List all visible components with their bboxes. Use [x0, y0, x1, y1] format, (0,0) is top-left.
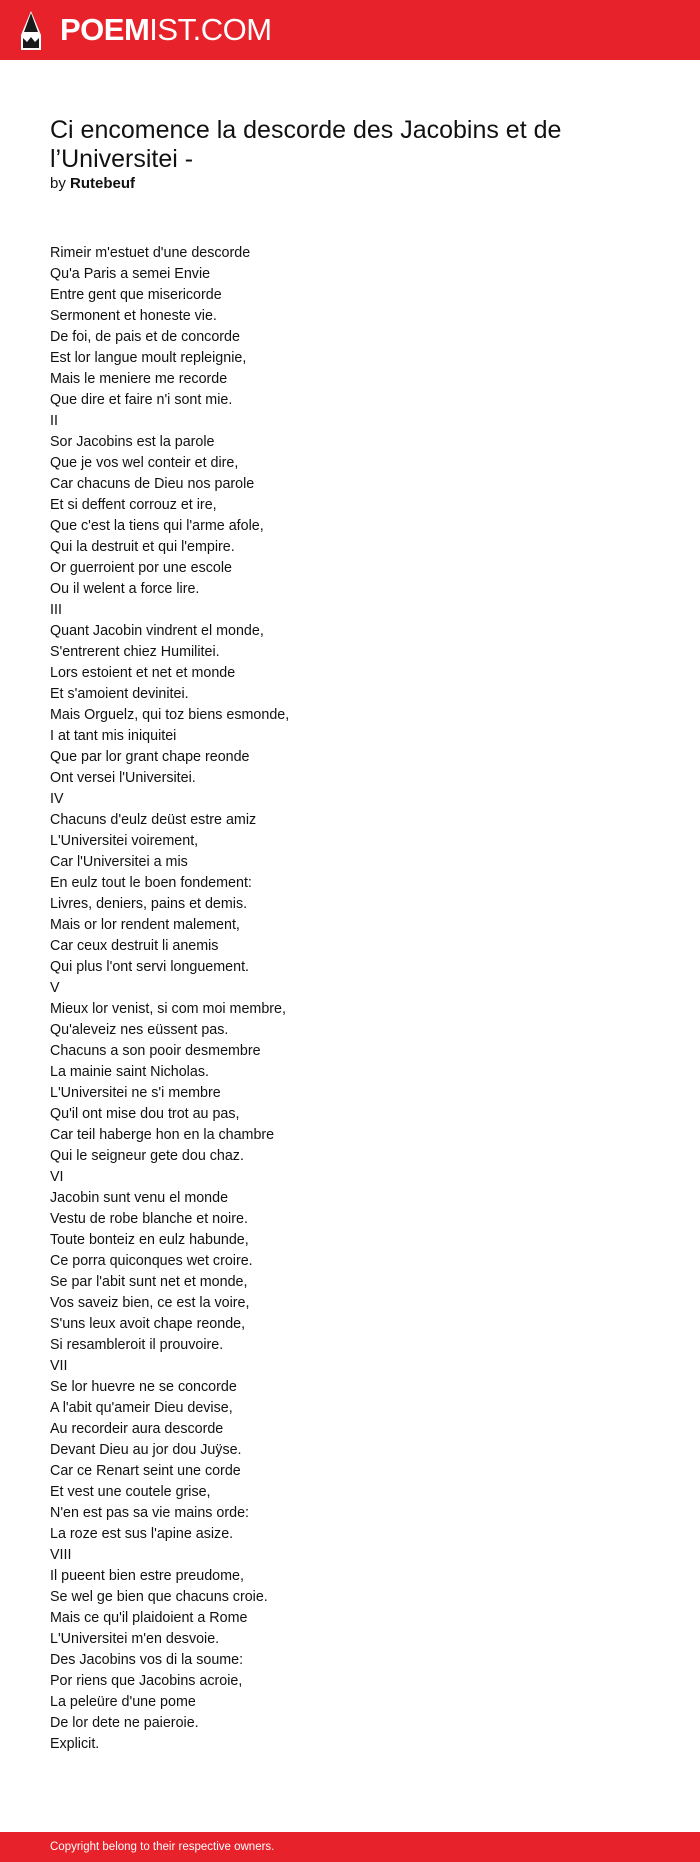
by-label: by: [50, 175, 66, 192]
poem-line: En eulz tout le boen fondement:: [50, 875, 252, 891]
poem-line: Devant Dieu au jor dou Juÿse.: [50, 1442, 242, 1458]
poem-line: III: [50, 602, 62, 618]
site-footer: [0, 1832, 700, 1862]
poem-line: Jacobin sunt venu el monde: [50, 1190, 229, 1206]
copyright-text: Copyright belong to their respective owners.: [50, 1841, 275, 1853]
poem-line: Mais ce qu'il plaidoient a Rome: [50, 1610, 248, 1626]
poem-line: Livres, deniers, pains et demis.: [50, 896, 248, 912]
poem-line: VIII: [50, 1547, 72, 1563]
poem-line: Se wel ge bien que chacuns croie.: [50, 1589, 268, 1605]
poem-line: Il pueent bien estre preudome,: [50, 1568, 244, 1584]
poem-line: La peleüre d'une pome: [50, 1694, 196, 1710]
logo-bold-text: POEM: [60, 12, 150, 47]
poem-line: De lor dete ne paieroie.: [50, 1715, 199, 1731]
poem-line: Qui la destruit et qui l'empire.: [50, 539, 235, 555]
poem-line: Mais le meniere me recorde: [50, 371, 228, 387]
poem-line: V: [50, 980, 60, 996]
poem-line: Ou il welent a force lire.: [50, 581, 200, 597]
poem-line: Qui le seigneur gete dou chaz.: [50, 1148, 244, 1164]
poem-line: La roze est sus l'apine asize.: [50, 1526, 234, 1542]
poem-line: Qu'a Paris a semei Envie: [50, 266, 211, 282]
poem-line: Se lor huevre ne se concorde: [50, 1379, 237, 1395]
poem-line: A l'abit qu'ameir Dieu devise,: [50, 1400, 233, 1416]
poem-line: Que je vos wel conteir et dire,: [50, 455, 239, 471]
poem-line: VI: [50, 1169, 64, 1185]
poem-title: Ci encomence la descorde des Jacobins et de l’Universitei -: [50, 116, 562, 173]
poem-line: L'Universitei ne s'i membre: [50, 1085, 221, 1101]
author-name: Rutebeuf: [70, 175, 136, 192]
poem-line: Chacuns a son pooir desmembre: [50, 1043, 261, 1059]
poem-line: Or guerroient por une escole: [50, 560, 232, 576]
poem-line: Vos saveiz bien, ce est la voire,: [50, 1295, 250, 1311]
poem-line: Se par l'abit sunt net et monde,: [50, 1274, 248, 1290]
poem-line: Ce porra quiconques wet croire.: [50, 1253, 253, 1269]
poem-line: Et si deffent corrouz et ire,: [50, 497, 217, 513]
poem-line: Explicit.: [50, 1736, 100, 1752]
poem-line: Mais Orguelz, qui toz biens esmonde,: [50, 707, 290, 723]
pen-nib-icon[interactable]: [18, 10, 44, 52]
poem-line: L'Universitei m'en desvoie.: [50, 1631, 220, 1647]
logo-thin-text: IST.COM: [149, 12, 272, 47]
byline: [50, 173, 135, 195]
poem-line: Sermonent et honeste vie.: [50, 308, 217, 324]
poem-line: Car chacuns de Dieu nos parole: [50, 476, 255, 492]
poem-line: Que dire et faire n'i sont mie.: [50, 392, 233, 408]
poem-line: I at tant mis iniquitei: [50, 728, 177, 744]
poem-line: Por riens que Jacobins acroie,: [50, 1673, 243, 1689]
poem-line: Entre gent que misericorde: [50, 287, 222, 303]
poem-line: Des Jacobins vos di la soume:: [50, 1652, 244, 1668]
poem-line: Est lor langue moult repleignie,: [50, 350, 247, 366]
poem-line: S'entrerent chiez Humilitei.: [50, 644, 220, 660]
poem-line: Quant Jacobin vindrent el monde,: [50, 623, 264, 639]
poem-line: Si resambleroit il prouvoire.: [50, 1337, 224, 1353]
poem-line: La mainie saint Nicholas.: [50, 1064, 209, 1080]
poem-line: II: [50, 413, 58, 429]
site-header: [0, 0, 700, 60]
poem-line: Et s'amoient devinitei.: [50, 686, 189, 702]
poem-line: Car l'Universitei a mis: [50, 854, 188, 870]
poem-line: Mais or lor rendent malement,: [50, 917, 240, 933]
poem-line: VII: [50, 1358, 68, 1374]
poem-line: L'Universitei voirement,: [50, 833, 199, 849]
poem-line: Toute bonteiz en eulz habunde,: [50, 1232, 249, 1248]
poem-line: Au recordeir aura descorde: [50, 1421, 224, 1437]
poem-line: Car ceux destruit li anemis: [50, 938, 219, 954]
poem-line: Et vest une coutele grise,: [50, 1484, 211, 1500]
poem-line: Qu'il ont mise dou trot au pas,: [50, 1106, 240, 1122]
poem-line: Sor Jacobins est la parole: [50, 434, 215, 450]
site-logo[interactable]: [60, 12, 272, 48]
poem-line: Mieux lor venist, si com moi membre,: [50, 1001, 286, 1017]
poem-line: Chacuns d'eulz deüst estre amiz: [50, 812, 257, 828]
poem-line: Rimeir m'estuet d'une descorde: [50, 245, 251, 261]
poem-line: Que par lor grant chape reonde: [50, 749, 250, 765]
poem-body: [50, 243, 650, 1755]
poem-line: Vestu de robe blanche et noire.: [50, 1211, 248, 1227]
poem-line: Que c'est la tiens qui l'arme afole,: [50, 518, 264, 534]
poem-line: IV: [50, 791, 64, 807]
poem-line: De foi, de pais et de concorde: [50, 329, 240, 345]
poem-line: Car ce Renart seint une corde: [50, 1463, 241, 1479]
poem-line: Ont versei l'Universitei.: [50, 770, 196, 786]
poem-line: N'en est pas sa vie mains orde:: [50, 1505, 250, 1521]
poem-line: Lors estoient et net et monde: [50, 665, 236, 681]
poem-line: Car teil haberge hon en la chambre: [50, 1127, 275, 1143]
poem-line: S'uns leux avoit chape reonde,: [50, 1316, 246, 1332]
poem-line: Qu'aleveiz nes eüssent pas.: [50, 1022, 229, 1038]
poem-line: Qui plus l'ont servi longuement.: [50, 959, 250, 975]
